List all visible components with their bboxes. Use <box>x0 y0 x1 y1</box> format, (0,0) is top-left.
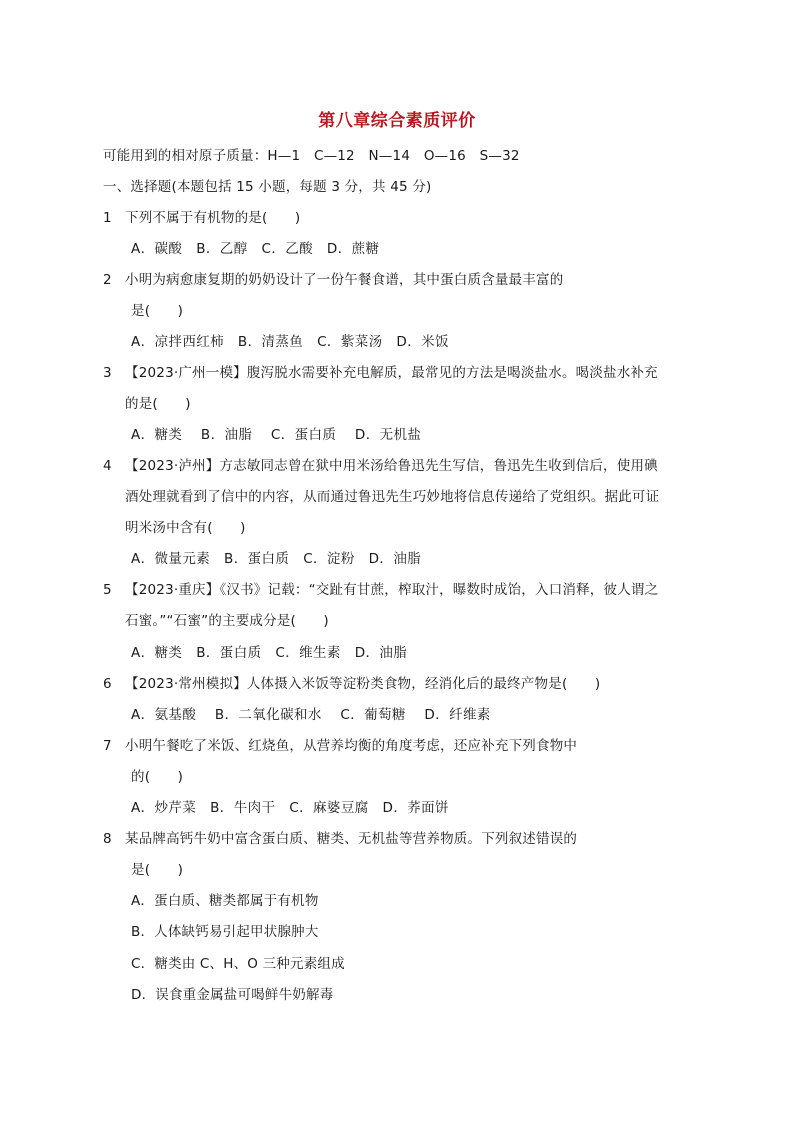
question-7-options: A．炒芹菜 B．牛肉干 C．麻婆豆腐 D．荞面饼 <box>131 800 449 816</box>
question-6-options: A．氨基酸 B．二氧化碳和水 C．葡萄糖 D．纤维素 <box>131 707 491 723</box>
question-7-continuation: 的( ) <box>131 769 184 785</box>
question-2 <box>103 271 563 289</box>
question-number: 4 <box>103 458 112 474</box>
question-8-option-a: A．蛋白质、糖类都属于有机物 <box>131 893 319 909</box>
question-5 <box>103 581 658 599</box>
question-1 <box>103 209 300 227</box>
atomic-mass-note: 可能用到的相对原子质量：H—1 C—12 N—14 O—16 S—32 <box>103 148 520 164</box>
question-number: 5 <box>103 582 112 598</box>
question-6 <box>103 675 600 693</box>
question-number: 1 <box>103 210 112 226</box>
question-text: 【2023·常州模拟】人体摄入米饭等淀粉类食物，经消化后的最终产物是( ) <box>125 676 601 692</box>
question-text: 某品牌高钙牛奶中富含蛋白质、糖类、无机盐等营养物质。下列叙述错误的 <box>125 831 578 847</box>
question-number: 6 <box>103 676 112 692</box>
question-number: 3 <box>103 365 112 381</box>
question-8-option-d: D．误食重金属盐可喝鲜牛奶解毒 <box>131 987 334 1003</box>
question-8 <box>103 830 577 848</box>
question-text: 【2023·广州一模】腹泻脱水需要补充电解质，最常见的方法是喝淡盐水。喝淡盐水补充 <box>125 365 658 381</box>
question-8-option-b: B．人体缺钙易引起甲状腺肿大 <box>131 924 319 940</box>
question-3-options: A．糖类 B．油脂 C．蛋白质 D．无机盐 <box>131 427 422 443</box>
question-2-continuation: 是( ) <box>131 303 184 319</box>
question-1-options: A．碳酸 B．乙醇 C．乙酸 D．蔗糖 <box>131 241 380 257</box>
question-number: 7 <box>103 738 112 754</box>
question-text: 小明午餐吃了米饭、红烧鱼，从营养均衡的角度考虑，还应补充下列食物中 <box>125 738 578 754</box>
question-7 <box>103 737 577 755</box>
page-title: 第八章综合素质评价 <box>318 111 476 131</box>
question-4-continuation: 明米汤中含有( ) <box>125 520 246 536</box>
question-text: 小明为病愈康复期的奶奶设计了一份午餐食谱，其中蛋白质含量最丰富的 <box>125 272 564 288</box>
question-8-continuation: 是( ) <box>131 862 184 878</box>
question-3-continuation: 的是( ) <box>125 396 191 412</box>
question-4-options: A．微量元素 B．蛋白质 C．淀粉 D．油脂 <box>131 551 422 567</box>
section-heading: 一、选择题(本题包括 15 小题，每题 3 分，共 45 分) <box>103 179 432 195</box>
question-3 <box>103 364 658 382</box>
question-text: 【2023·重庆】《汉书》记载：“交趾有甘蔗，榨取汁，曝数时成饴，入口消释，彼人谓之 <box>125 582 659 598</box>
question-4-continuation: 酒处理就看到了信中的内容，从而通过鲁迅先生巧妙地将信息传递给了党组织。据此可证 <box>125 489 660 505</box>
question-2-options: A．凉拌西红柿 B．清蒸鱼 C．紫菜汤 D．米饭 <box>131 334 449 350</box>
question-number: 8 <box>103 831 112 847</box>
question-5-options: A．糖类 B．蛋白质 C．维生素 D．油脂 <box>131 645 408 661</box>
question-4 <box>103 457 658 475</box>
question-text: 【2023·泸州】方志敏同志曾在狱中用米汤给鲁迅先生写信，鲁迅先生收到信后，使用碘 <box>125 458 658 474</box>
question-8-option-c: C．糖类由 C、H、O 三种元素组成 <box>131 956 345 972</box>
question-text: 下列不属于有机物的是( ) <box>125 210 301 226</box>
question-number: 2 <box>103 272 112 288</box>
question-5-continuation: 石蜜。”“石蜜”的主要成分是( ) <box>125 613 329 629</box>
